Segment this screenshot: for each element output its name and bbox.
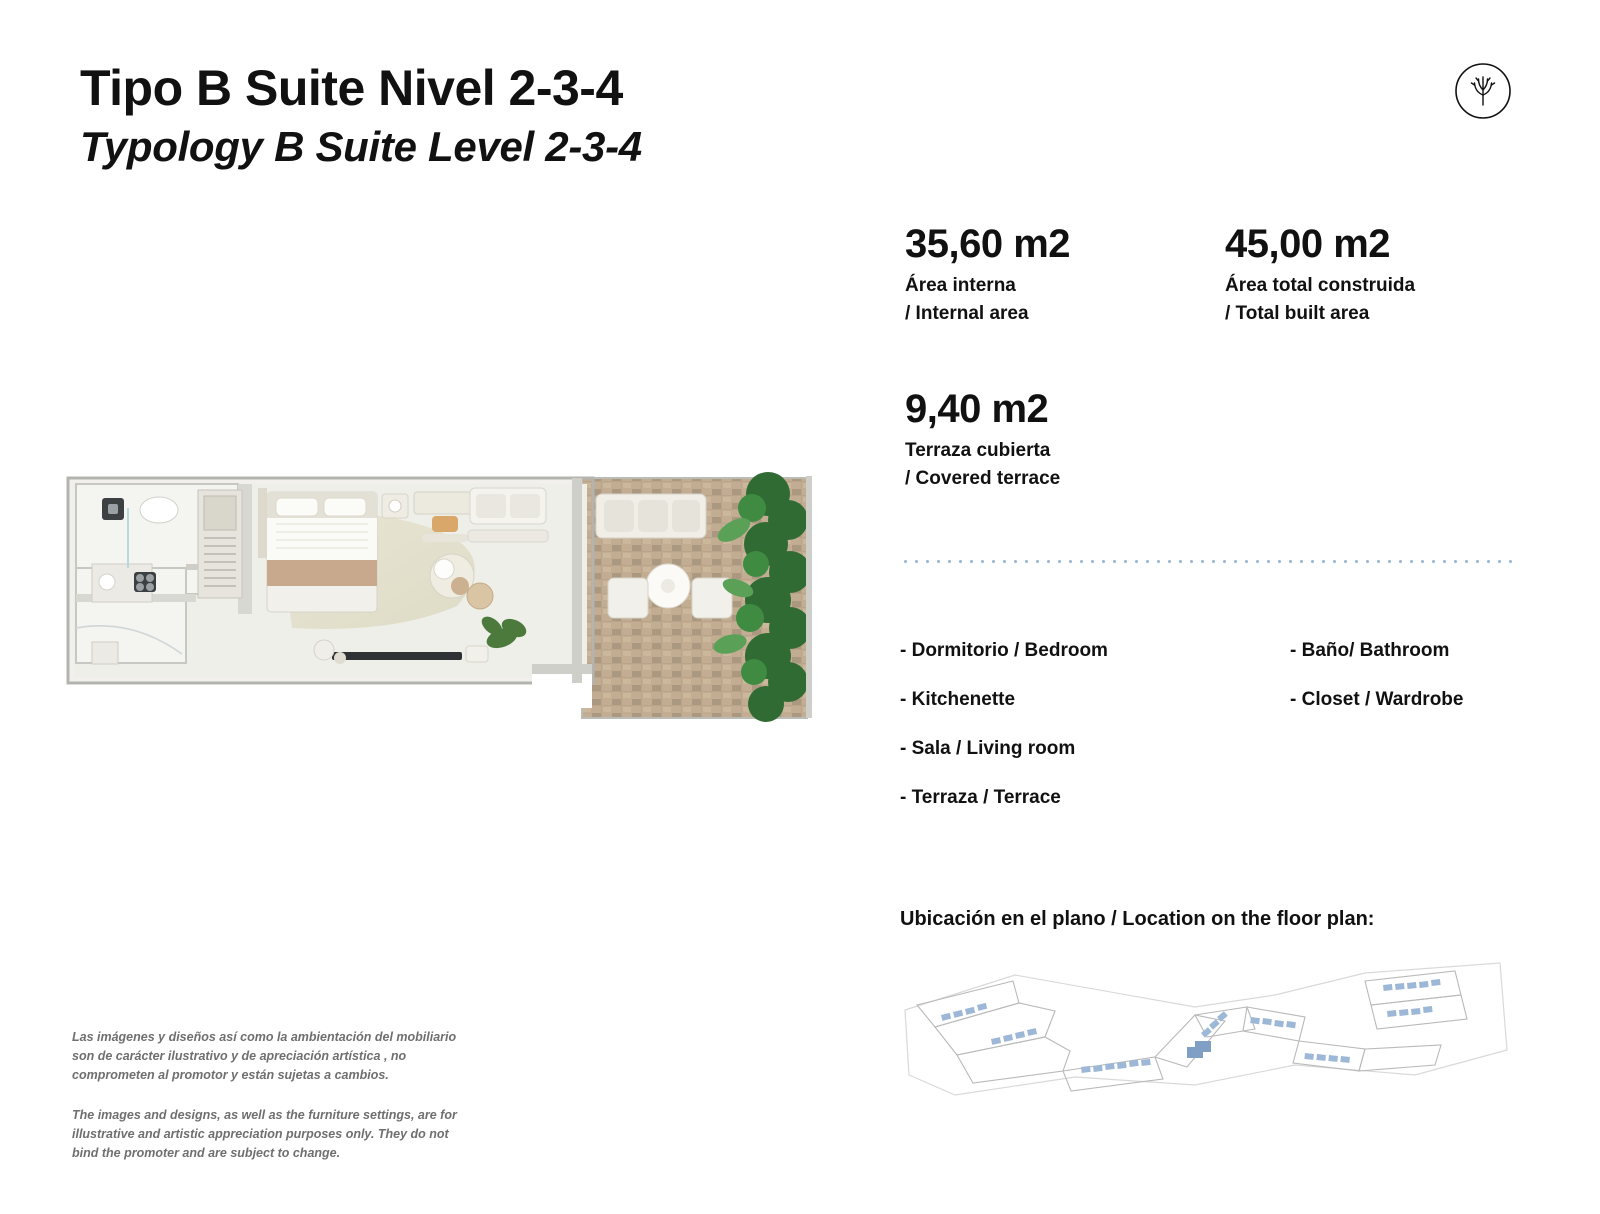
- page-title: [80, 62, 642, 171]
- room-item-closet: - Closet / Wardrobe: [1290, 689, 1464, 710]
- stat-internal-area: [905, 222, 1225, 327]
- area-stats: [905, 222, 1545, 492]
- stat-label-en: / Total built area: [1225, 302, 1370, 324]
- coral-logo-icon: [1454, 62, 1512, 120]
- location-title: Ubicación en el plano / Location on the floor plan:: [900, 908, 1375, 930]
- stat-covered-terrace: [905, 387, 1250, 492]
- title-english: Typology B Suite Level 2-3-4: [80, 122, 642, 170]
- room-item-kitchenette: - Kitchenette: [900, 689, 1016, 710]
- location-site-plan: [895, 955, 1515, 1135]
- stat-label: [1225, 272, 1545, 327]
- title-spanish: Tipo B Suite Nivel 2-3-4: [80, 60, 623, 116]
- stat-label-es: Terraza cubierta: [905, 440, 1051, 462]
- stat-label-en: / Internal area: [905, 302, 1029, 324]
- stat-label: [905, 437, 1250, 492]
- disclaimer-spanish: Las imágenes y diseños así como la ambientación del mobiliario son de carácter ilustrativo y de apreciación artística , no comprometen al promotor y están sujetas a cambios.: [72, 1030, 457, 1082]
- dotted-divider: [900, 560, 1520, 563]
- stat-label-es: Área interna: [905, 275, 1016, 296]
- stats-row-2: [905, 387, 1545, 492]
- disclaimer: [72, 1028, 472, 1185]
- apartment-floor-plan-render: [62, 468, 822, 718]
- stat-value: 35,60 m2: [905, 222, 1071, 266]
- room-item-bedroom: - Dormitorio / Bedroom: [900, 640, 1108, 661]
- stat-label: [905, 272, 1225, 327]
- stat-total-built-area: [1225, 222, 1545, 327]
- room-item-bathroom: - Baño/ Bathroom: [1290, 640, 1450, 661]
- room-list-left-column: [900, 640, 1108, 836]
- stat-value: 9,40 m2: [905, 387, 1049, 432]
- stats-row-1: [905, 222, 1545, 327]
- disclaimer-english: The images and designs, as well as the furniture settings, are for illustrative and artistic appreciation purposes only. They do not bind the promoter and are subject to change.: [72, 1108, 457, 1160]
- room-item-living-room: - Sala / Living room: [900, 738, 1076, 759]
- room-list-right-column: [1290, 640, 1463, 738]
- room-item-terrace: - Terraza / Terrace: [900, 787, 1061, 808]
- stat-label-es: Área total construida: [1225, 275, 1416, 296]
- stat-value: 45,00 m2: [1225, 222, 1391, 266]
- stat-label-en: / Covered terrace: [905, 467, 1061, 489]
